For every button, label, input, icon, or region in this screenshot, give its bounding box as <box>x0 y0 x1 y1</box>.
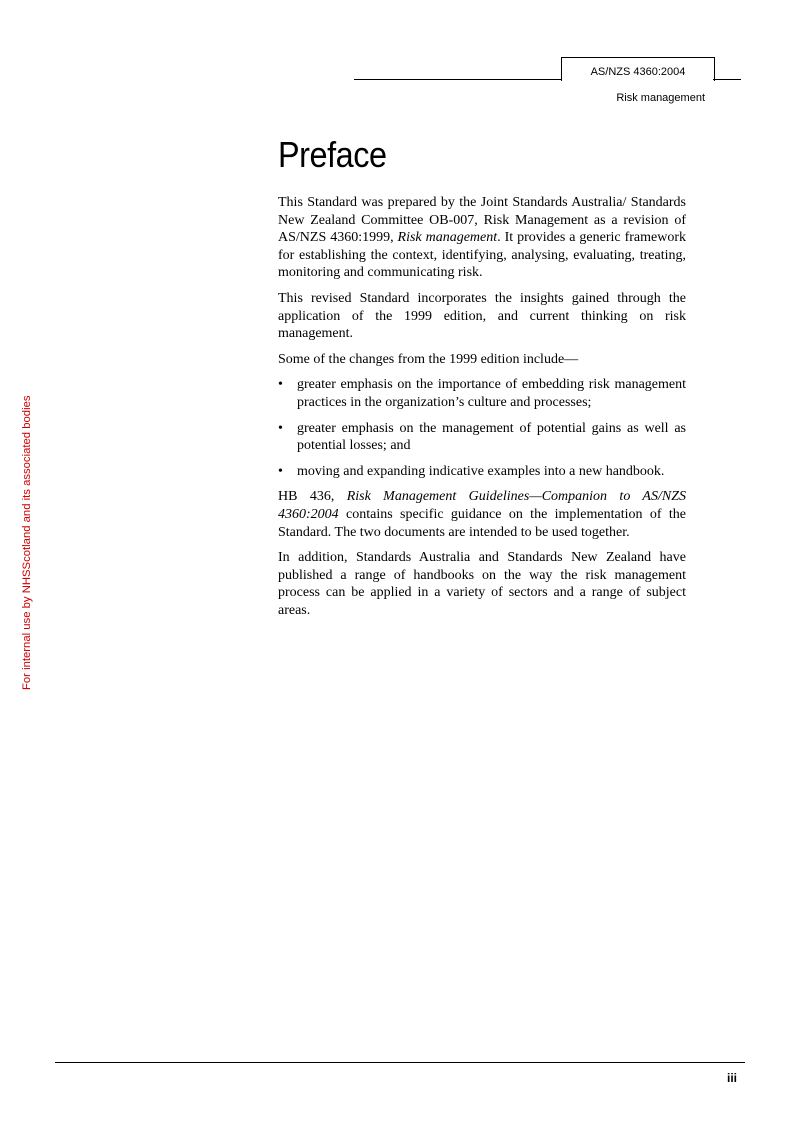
paragraph-3: Some of the changes from the 1999 edition include— <box>278 351 579 367</box>
standard-title: Risk management <box>616 92 705 104</box>
paragraph-4-italic: Risk Management Guidelines—Companion to AS/NZS 4360:2004 <box>278 489 686 522</box>
page-number: iii <box>726 1071 737 1085</box>
header-rule-right <box>713 79 741 80</box>
paragraph-4 <box>278 488 686 541</box>
list-item <box>278 420 686 455</box>
list-item <box>278 376 686 411</box>
standard-code: AS/NZS 4360:2004 <box>590 66 686 78</box>
bullet-icon: • <box>278 377 283 393</box>
paragraph-4-text-a: HB 436, <box>278 489 347 505</box>
side-watermark-note: For internal use by NHSScotland and its associated bodies <box>21 395 33 690</box>
paragraph-4-text-b: contains specific guidance on the implementation of the Standard. The two documents are intended to be used together. <box>278 506 686 540</box>
list-item-text: moving and expanding indicative examples into a new handbook. <box>297 463 665 479</box>
paragraph-1-text-a: This Standard was prepared by the Joint Standards Australia/ Standards New Zealand Committee OB-007, Risk Management as a revision of AS/NZS 4360:1999, <box>278 195 686 246</box>
bullet-icon: • <box>278 463 283 479</box>
paragraph-1 <box>278 194 686 282</box>
changes-list <box>278 376 686 480</box>
list-item-text: greater emphasis on the management of potential gains as well as potential losses; and <box>297 420 686 454</box>
paragraph-1-italic: Risk management <box>397 230 498 246</box>
bullet-icon: • <box>278 420 283 436</box>
list-item <box>278 463 686 481</box>
header-rule-left <box>354 79 561 80</box>
paragraph-1-text-b: . It provides a generic framework for establishing the context, identifying, analysing, evaluating, treating, monitoring and communicating risk. <box>278 230 686 281</box>
footer-rule <box>55 1062 745 1063</box>
list-item-text: greater emphasis on the importance of embedding risk management practices in the organization’s culture and processes; <box>297 377 686 410</box>
preface-body <box>278 194 686 627</box>
paragraph-2: This revised Standard incorporates the insights gained through the application of the 1999 edition, and current thinking on risk management. <box>278 290 686 342</box>
page-title: Preface <box>278 134 387 175</box>
paragraph-5: In addition, Standards Australia and Standards New Zealand have published a range of handbooks on the way the risk management process can be applied in a variety of sectors and a range of subject areas. <box>278 550 686 618</box>
